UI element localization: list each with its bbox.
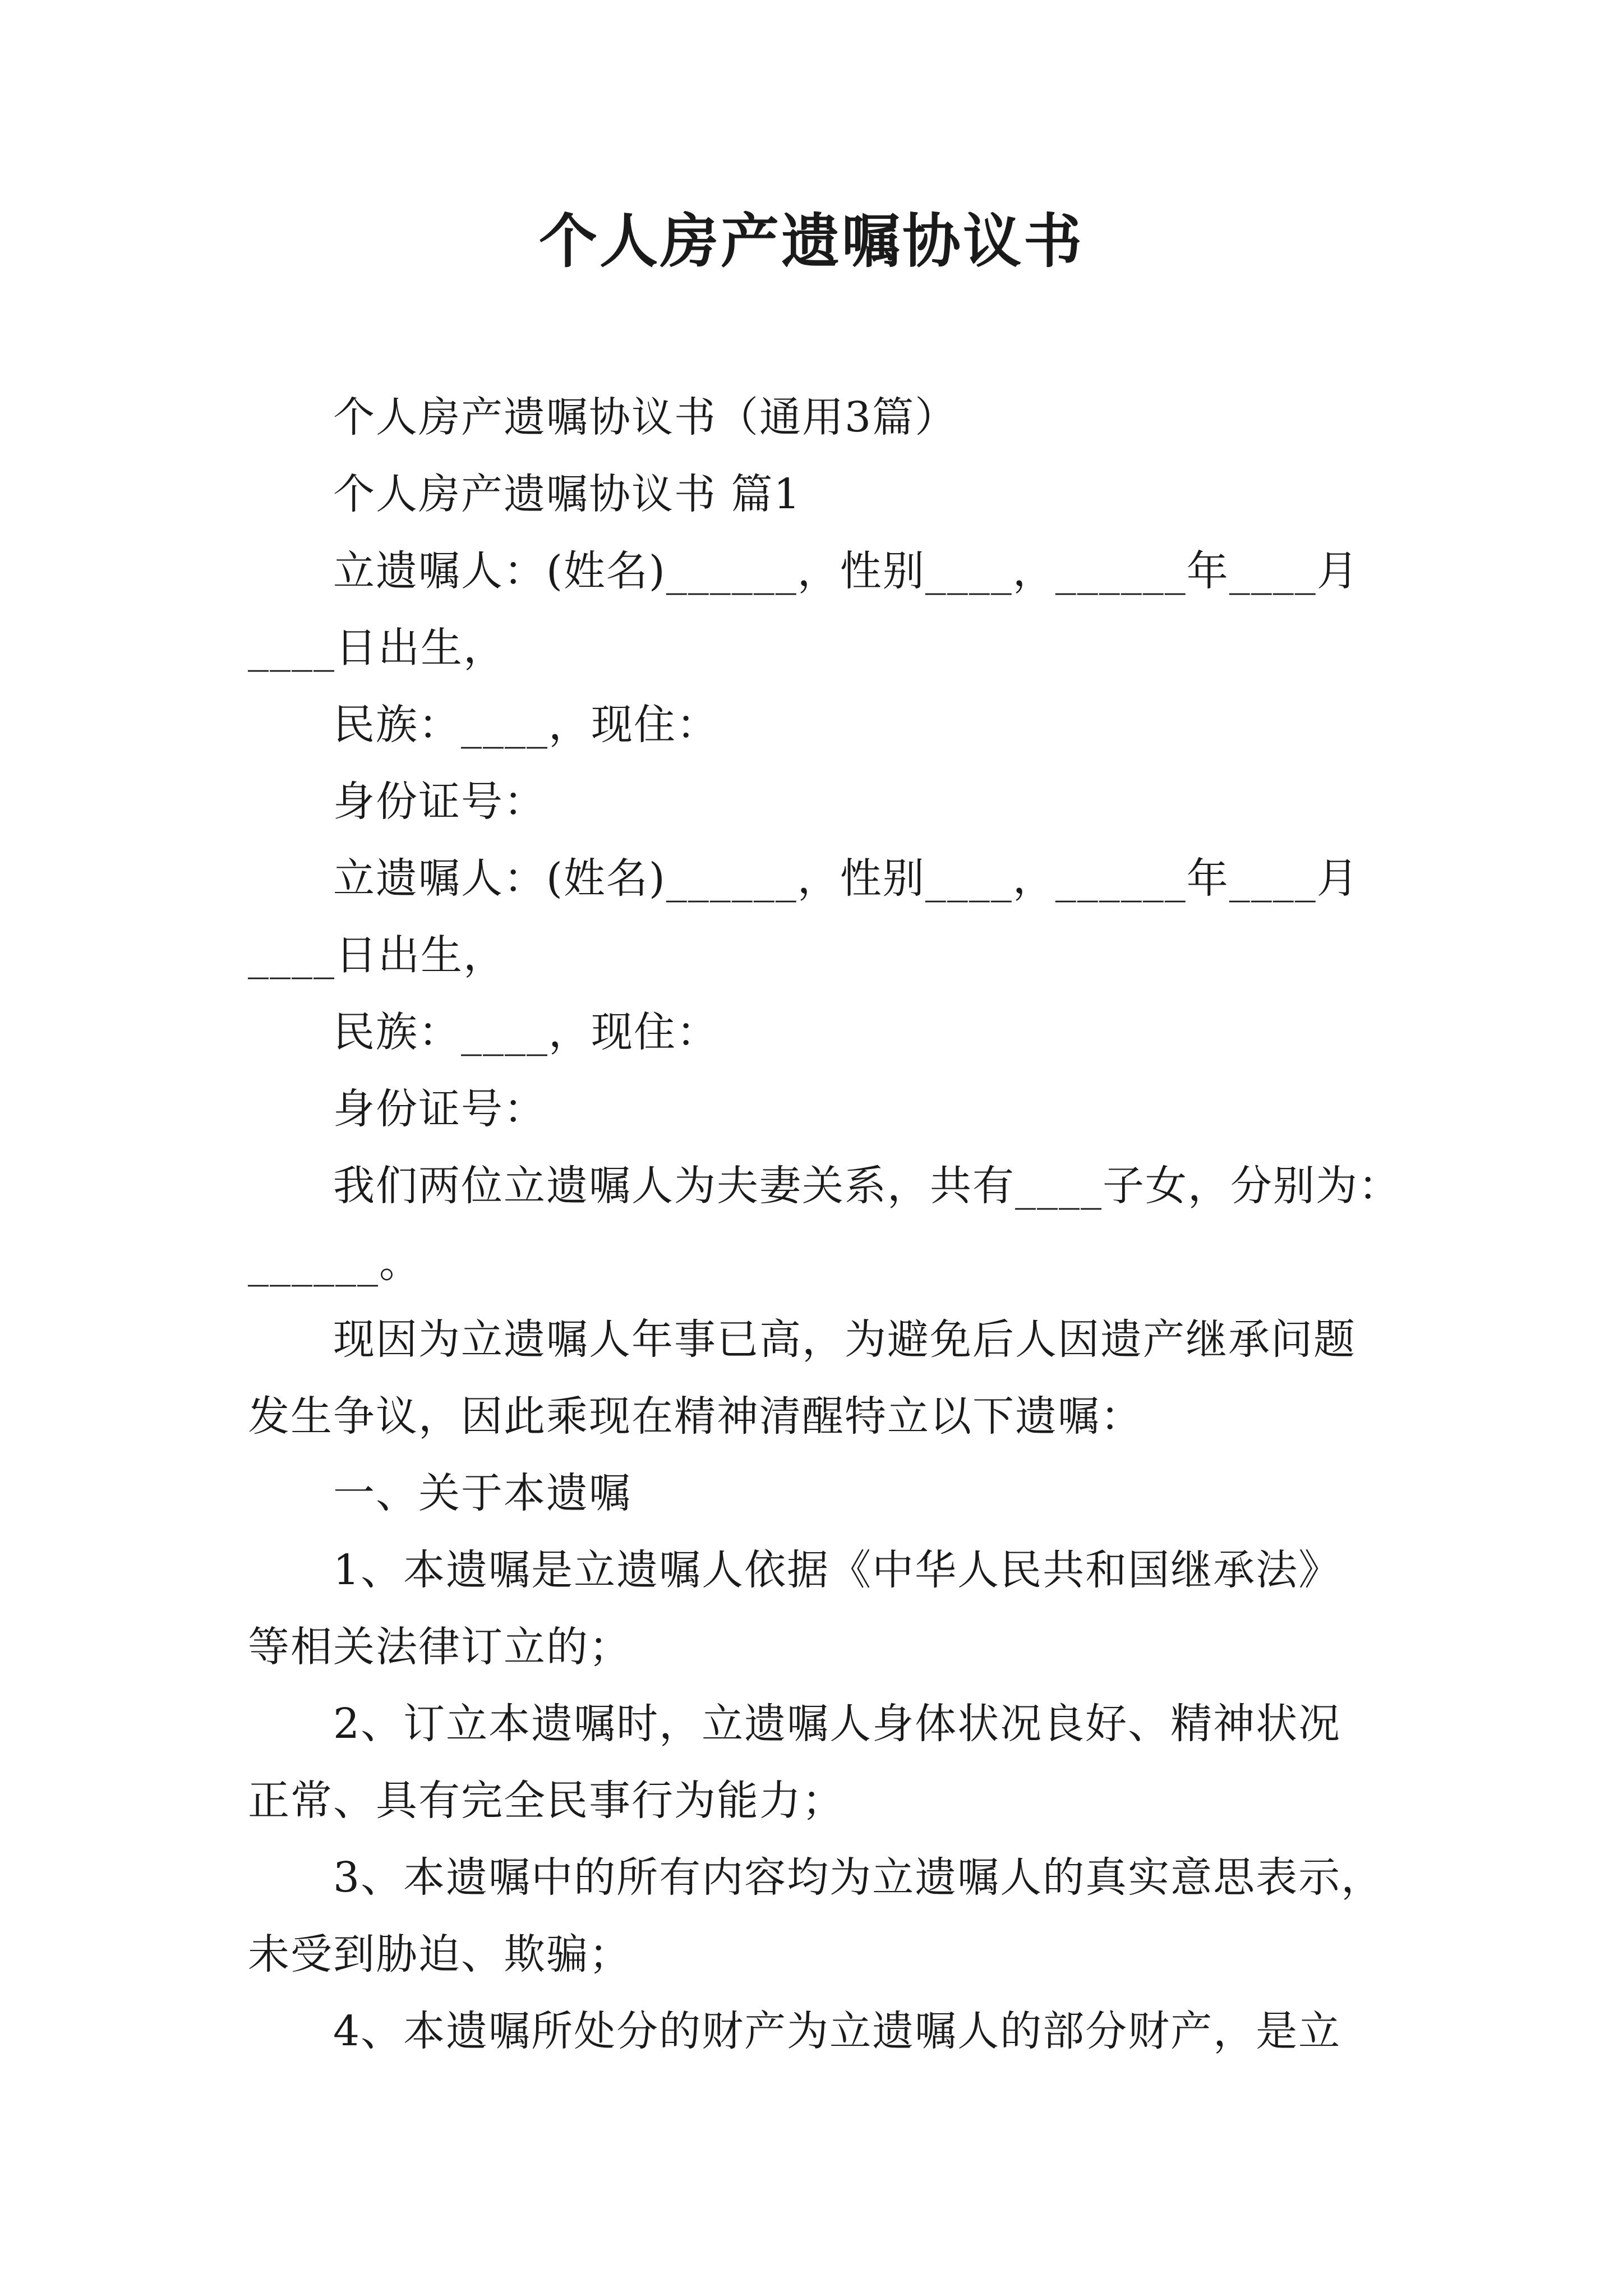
body-line: 身份证号： — [333, 777, 546, 826]
body-line: ____日出生， — [248, 624, 506, 672]
body-line: 现因为立遗嘱人年事已高，为避免后人因遗产继承问题 — [333, 1315, 1356, 1364]
body-line: 未受到胁迫、欺骗； — [248, 1930, 631, 1978]
body-line: 3、本遗嘱中的所有内容均为立遗嘱人的真实意思表示， — [333, 1853, 1384, 1902]
body-line: 发生争议，因此乘现在精神清醒特立以下遗嘱： — [248, 1392, 1143, 1441]
document-body — [248, 379, 1401, 2070]
body-line: 民族：____，现住： — [333, 701, 719, 749]
body-line: 个人房产遗嘱协议书 篇1 — [333, 470, 801, 518]
body-line: ______。 — [248, 1239, 422, 1287]
body-line: 立遗嘱人：(姓名)______，性别____，______年____月 — [333, 854, 1359, 903]
document-title: 个人房产遗嘱协议书 — [538, 206, 1084, 275]
body-line: 立遗嘱人：(姓名)______，性别____，______年____月 — [333, 547, 1359, 595]
body-line: 民族：____，现住： — [333, 1008, 719, 1056]
body-line: ____日出生， — [248, 931, 506, 979]
body-line: 4、本遗嘱所处分的财产为立遗嘱人的部分财产，是立 — [333, 2007, 1341, 2055]
body-line: 1、本遗嘱是立遗嘱人依据《中华人民共和国继承法》 — [333, 1546, 1341, 1594]
body-line: 我们两位立遗嘱人为夫妻关系，共有____子女，分别为： — [333, 1162, 1401, 1210]
body-line: 个人房产遗嘱协议书（通用3篇） — [333, 393, 958, 441]
body-line: 等相关法律订立的； — [248, 1623, 631, 1671]
body-line: 身份证号： — [333, 1085, 546, 1133]
body-line: 正常、具有完全民事行为能力； — [248, 1777, 845, 1825]
body-line: 2、订立本遗嘱时，立遗嘱人身体状况良好、精神状况 — [333, 1700, 1341, 1748]
body-line: 一、关于本遗嘱 — [333, 1469, 631, 1517]
